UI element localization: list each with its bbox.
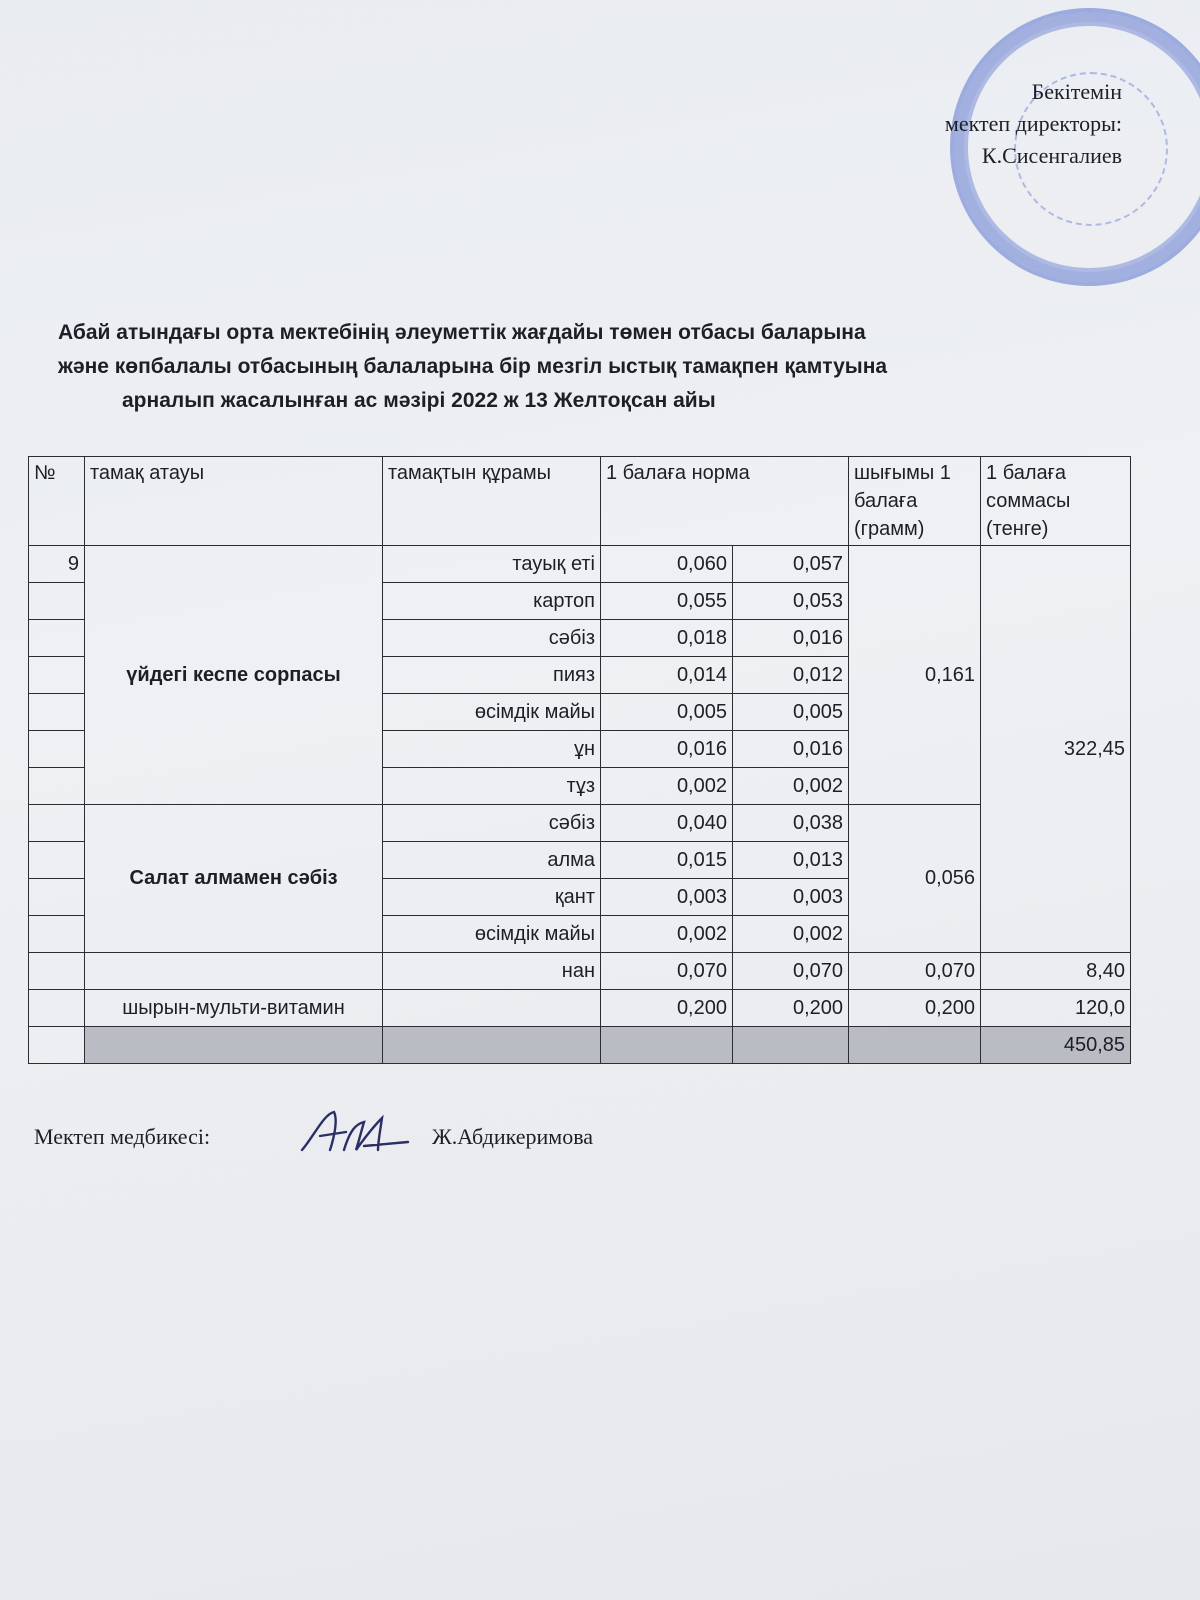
ingredient-cell: ұн xyxy=(383,731,601,768)
approval-line1: Бекітемін xyxy=(1031,79,1122,104)
empty-cell xyxy=(29,694,85,731)
cost-juice: 120,0 xyxy=(981,990,1131,1027)
empty-cell xyxy=(29,805,85,842)
total-cost: 450,85 xyxy=(981,1027,1131,1064)
header-norm: 1 балаға норма xyxy=(601,457,849,546)
header-no: № xyxy=(29,457,85,546)
net-cell: 0,002 xyxy=(733,916,849,953)
header-ingredients: тамақтын құрамы xyxy=(383,457,601,546)
signature-icon xyxy=(294,1106,414,1160)
signature-footer xyxy=(34,1112,834,1162)
title-line3: арналып жасалынған ас мәзірі 2022 ж 13 Желтоқсан айы xyxy=(122,389,716,412)
title-line2: және көпбалалы отбасының балаларына бір мезгіл ыстық тамақпен қамтуына xyxy=(58,355,888,378)
net-cell: 0,003 xyxy=(733,879,849,916)
gross-cell: 0,014 xyxy=(601,657,733,694)
net-cell: 0,200 xyxy=(733,990,849,1027)
shaded-cell xyxy=(383,1027,601,1064)
cost-soup-salad: 322,45 xyxy=(981,546,1131,953)
empty-cell xyxy=(29,768,85,805)
approval-line2: мектеп директоры: xyxy=(944,111,1122,136)
net-cell: 0,012 xyxy=(733,657,849,694)
gross-cell: 0,005 xyxy=(601,694,733,731)
ingredient-cell: пияз xyxy=(383,657,601,694)
ingredient-cell: қант xyxy=(383,879,601,916)
output-juice: 0,200 xyxy=(849,990,981,1027)
header-dish: тамақ атауы xyxy=(85,457,383,546)
title-line1: Абай атындағы орта мектебінің әлеуметтік жағдайы төмен отбасы баларына xyxy=(58,321,866,344)
menu-table xyxy=(28,456,1131,1064)
empty-cell xyxy=(85,953,383,990)
empty-cell xyxy=(29,916,85,953)
gross-cell: 0,003 xyxy=(601,879,733,916)
table-header-row xyxy=(29,457,1131,546)
shaded-cell xyxy=(601,1027,733,1064)
ingredient-cell: алма xyxy=(383,842,601,879)
approval-block xyxy=(945,76,1122,172)
ingredient-cell: өсімдік майы xyxy=(383,916,601,953)
net-cell: 0,002 xyxy=(733,768,849,805)
gross-cell: 0,016 xyxy=(601,731,733,768)
empty-cell xyxy=(29,1027,85,1064)
output-soup: 0,161 xyxy=(849,546,981,805)
net-cell: 0,013 xyxy=(733,842,849,879)
header-cost: 1 балаға соммасы (тенге) xyxy=(981,457,1131,546)
ingredient-cell: нан xyxy=(383,953,601,990)
empty-cell xyxy=(29,990,85,1027)
row-number: 9 xyxy=(29,546,85,583)
net-cell: 0,057 xyxy=(733,546,849,583)
net-cell: 0,005 xyxy=(733,694,849,731)
net-cell: 0,038 xyxy=(733,805,849,842)
gross-cell: 0,040 xyxy=(601,805,733,842)
empty-cell xyxy=(29,731,85,768)
gross-cell: 0,002 xyxy=(601,768,733,805)
empty-cell xyxy=(29,953,85,990)
document-title xyxy=(58,316,1158,418)
net-cell: 0,016 xyxy=(733,731,849,768)
dish-name-juice: шырын-мульти-витамин xyxy=(85,990,383,1027)
table-row-total xyxy=(29,1027,1131,1064)
empty-cell xyxy=(29,879,85,916)
gross-cell: 0,002 xyxy=(601,916,733,953)
ingredient-cell: тауық еті xyxy=(383,546,601,583)
shaded-cell xyxy=(85,1027,383,1064)
gross-cell: 0,018 xyxy=(601,620,733,657)
empty-cell xyxy=(29,583,85,620)
table-row xyxy=(29,546,1131,583)
shaded-cell xyxy=(849,1027,981,1064)
ingredient-cell: өсімдік майы xyxy=(383,694,601,731)
ingredient-cell: сәбіз xyxy=(383,620,601,657)
table-row-juice xyxy=(29,990,1131,1027)
empty-cell xyxy=(29,657,85,694)
empty-cell xyxy=(383,990,601,1027)
ingredient-cell: тұз xyxy=(383,768,601,805)
empty-cell xyxy=(29,620,85,657)
output-salad: 0,056 xyxy=(849,805,981,953)
gross-cell: 0,055 xyxy=(601,583,733,620)
net-cell: 0,016 xyxy=(733,620,849,657)
cost-bread: 8,40 xyxy=(981,953,1131,990)
shaded-cell xyxy=(733,1027,849,1064)
header-output: шығымы 1 балаға (грамм) xyxy=(849,457,981,546)
output-bread: 0,070 xyxy=(849,953,981,990)
gross-cell: 0,060 xyxy=(601,546,733,583)
ingredient-cell: картоп xyxy=(383,583,601,620)
ingredient-cell: сәбіз xyxy=(383,805,601,842)
table-row-bread xyxy=(29,953,1131,990)
dish-name-soup: үйдегі кеспе сорпасы xyxy=(85,546,383,805)
net-cell: 0,053 xyxy=(733,583,849,620)
empty-cell xyxy=(29,842,85,879)
nurse-name: Ж.Абдикеримова xyxy=(432,1124,594,1149)
gross-cell: 0,070 xyxy=(601,953,733,990)
nurse-label: Мектеп медбикесі: xyxy=(34,1124,211,1149)
gross-cell: 0,015 xyxy=(601,842,733,879)
table-row xyxy=(29,805,1131,842)
net-cell: 0,070 xyxy=(733,953,849,990)
dish-name-salad: Салат алмамен сәбіз xyxy=(85,805,383,953)
approval-line3: К.Сисенгалиев xyxy=(981,143,1122,168)
gross-cell: 0,200 xyxy=(601,990,733,1027)
